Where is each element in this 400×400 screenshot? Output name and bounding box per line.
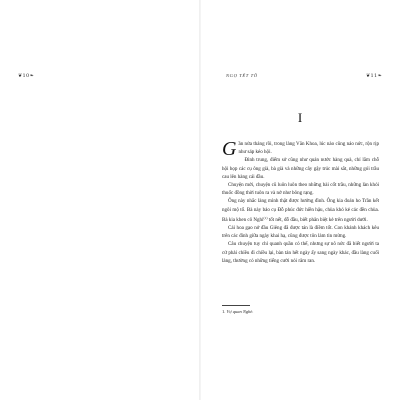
paragraph-text: ần nửa tháng rồi, trong làng Văn Khoa, lúc nào cũng náo nức, rộn rịp như sáp kéo hội.: [238, 141, 379, 156]
chapter-number: I: [297, 110, 303, 125]
footnote-text: Vợ quan Nghè.: [226, 309, 254, 314]
paragraph: Câu chuyện tuy chỉ quanh quần có thế, nhưng sự nô nức đã biết người ta cứ phải chiều đi chiều lại, bàn tán hết ngày ấy sang ngày khác, đầu làng cuối làng, thường có những tiếng cười nói râm ran.: [222, 241, 379, 264]
drop-cap: G: [222, 138, 237, 160]
paragraph: Chuyện mới, chuyện cũ luôn luôn theo những bài cốt trầu, những làn khói thuốc đồng thời tuôn ra và nở như bông rạng.: [222, 182, 379, 197]
paragraph: [222, 138, 379, 160]
right-page: [200, 0, 400, 400]
left-page-folio: [18, 73, 34, 79]
folio-ornament-icon: ❧: [29, 73, 34, 79]
folio-ornament-icon: ❦: [18, 73, 23, 79]
folio-ornament-icon: ❦: [366, 73, 371, 79]
footnote-reference[interactable]: (1): [263, 215, 268, 220]
paragraph: [222, 197, 379, 224]
footnote: [222, 309, 379, 315]
right-page-folio: [366, 73, 382, 79]
body-text: [222, 140, 379, 265]
running-head: NGỌ TẾT TỖ: [226, 73, 258, 78]
left-page-number: 10: [22, 73, 30, 79]
footnote-marker: 1.: [222, 309, 226, 314]
folio-ornament-icon: ❧: [377, 73, 382, 79]
right-page-number: 11: [370, 73, 378, 79]
paragraph-text: Ông này nhắc làng mình thật được hưởng đình. Ông kia đoán ho Trần kết ngôi mộ tổ. Bà này bảo cụ Đỗ phúc đức hiền hậu, chùa khó kẻ các đền chùa. Bà kia khen cô Nghi: [222, 198, 379, 223]
paragraph: Cái hoa gạo nở đầu Giêng đã được tán là điềm tốt. Con khánh khách kêu trên các đình giữa ngày khai hạ, cũng được tôn làm tin mừng.: [222, 225, 379, 240]
footnote-divider: [222, 305, 250, 306]
paragraph-text: tốt nết, đỗ đầu, biết phân biệt kẻ trên người dưới.: [268, 216, 368, 223]
paragraph: Đình trung, điếm sở cũng như quán nước hàng quà, chỉ lắm chỗ hội họp các cụ ông già, bà già và những cây gậy trúc mài sắt, những gói trầu cau lên hàng cái đầu.: [222, 157, 379, 180]
